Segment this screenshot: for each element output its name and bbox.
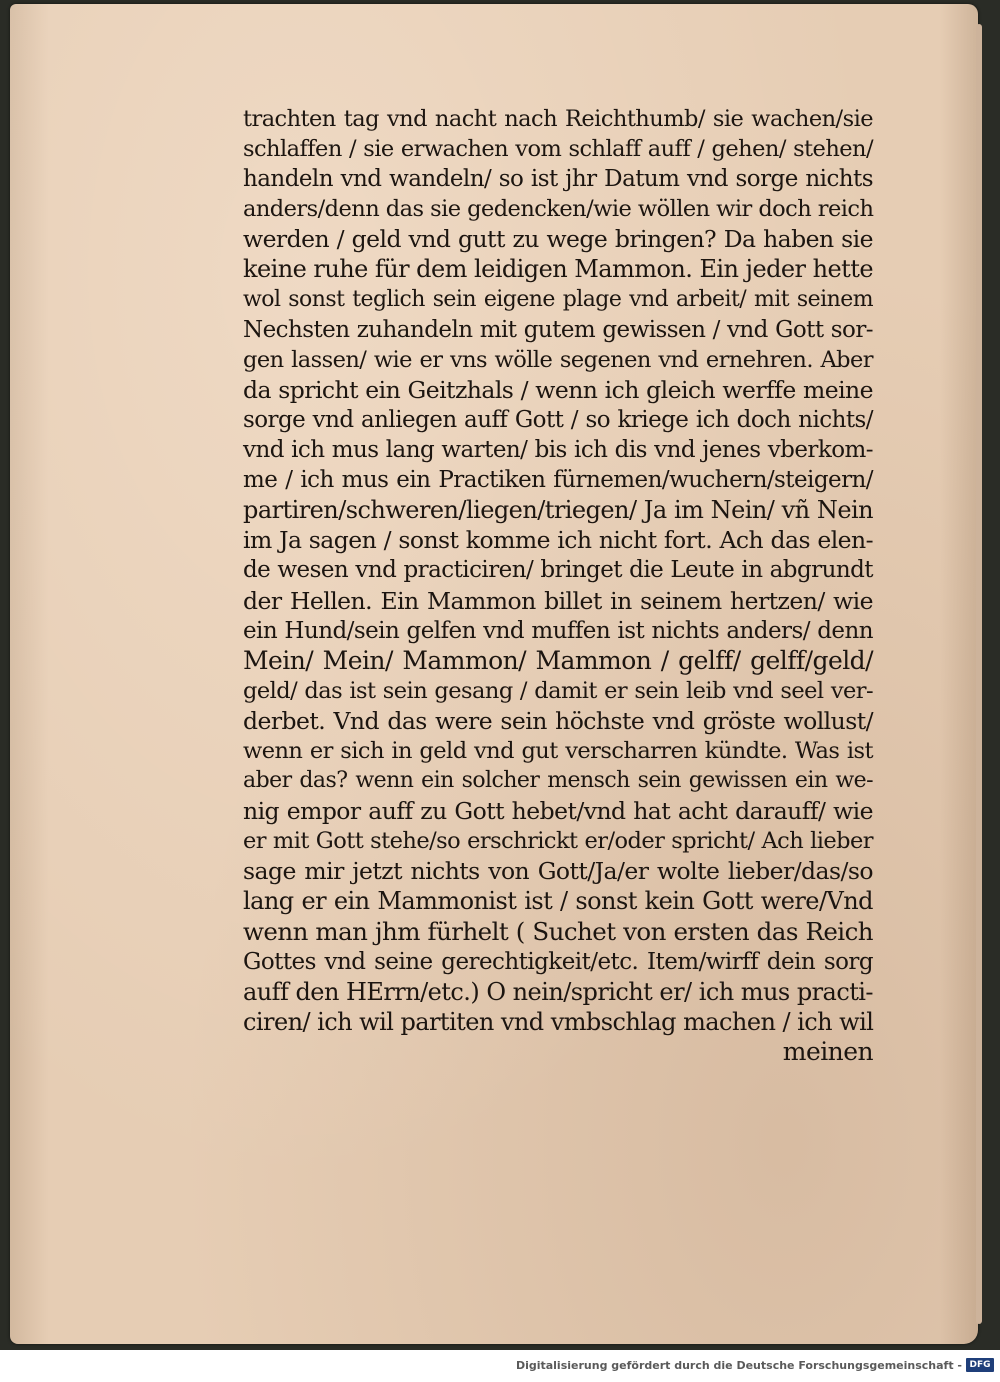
text-line: nig empor auff zu Gott hebet/vnd hat acht darauff/ wie [243,797,873,826]
page-edge [976,24,982,1324]
text-line: me / ich mus ein Practiken fürnemen/wuchern/steigern/ [243,467,873,494]
footer-bar [0,1350,1000,1382]
text-line: schlaffen / sie erwachen vom schlaff auff / gehen/ stehen/ [243,136,873,163]
text-line: werden / geld vnd gutt zu wege bringen? Da haben sie [243,225,873,254]
text-line: anders/denn das sie gedencken/wie wöllen wir doch reich [243,196,874,223]
text-line: Mein/ Mein/ Mammon/ Mammon / gelff/ gelff/geld/ [243,645,873,675]
text-line: trachten tag vnd nacht nach Reichthumb/ sie wachen/sie [243,106,873,132]
text-line: wol sonst teglich sein eigene plage vnd arbeit/ mit seinem [243,286,873,312]
catchword: meinen [782,1036,873,1066]
text-line: Nechsten zuhandeln mit gutem gewissen / vnd Gott sor- [243,316,873,343]
text-line: derbet. Vnd das were sein höchste vnd gröste wollust/ [243,706,873,735]
text-line: da spricht ein Geitzhals / wenn ich gleich werffe meine [243,375,873,404]
text-line: vnd ich mus lang warten/ bis ich dis vnd jenes vberkom- [243,437,873,464]
text-line: handeln vnd wandeln/ so ist jhr Datum vnd sorge nichts [243,166,873,193]
text-line: wenn man jhm fürhelt ( Suchet von ersten das Reich [243,916,873,946]
text-line: aber das? wenn ein solcher mensch sein gewissen ein we- [243,768,873,794]
text-line: partiren/schweren/liegen/triegen/ Ja im Nein/ vñ Nein [243,496,873,525]
text-line: geld/ das ist sein gesang / damit er sein leib vnd seel ver- [243,677,873,704]
text-line: er mit Gott stehe/so erschrickt er/oder spricht/ Ach lieber [243,828,873,855]
text-line: keine ruhe für dem leidigen Mammon. Ein jeder hette [243,255,873,284]
text-line: ein Hund/sein gelfen vnd muffen ist nichts anders/ denn [243,617,873,644]
text-line: de wesen vnd practiciren/ bringet die Leute in abgrundt [243,557,873,584]
text-line: gen lassen/ wie er vns wölle segenen vnd ernehren. Aber [243,346,873,373]
dfg-credit: Digitalisierung gefördert durch die Deutsche Forschungsgemeinschaft - [515,1359,962,1372]
text-line: wenn er sich in geld vnd gut verscharren kündte. Was ist [243,737,873,764]
text-line: der Hellen. Ein Mammon billet in seinem hertzen/ wie [243,586,873,615]
text-line: im Ja sagen / sonst komme ich nicht fort. Ach das elen- [243,526,873,555]
text-line: sage mir jetzt nichts von Gott/Ja/er wolte lieber/das/so [243,857,873,886]
text-line: lang er ein Mammonist ist / sonst kein Gott were/Vnd [243,887,873,916]
dfg-logo-icon: DFG [966,1358,994,1372]
text-block [243,104,873,1067]
text-line: sorge vnd anliegen auff Gott / so kriege ich doch nichts/ [243,406,873,433]
text-line: ciren/ ich wil partiten vnd vmbschlag machen / ich wil [243,1007,874,1036]
text-line: auff den HErrn/etc.) O nein/spricht er/ ich mus practi- [243,977,873,1006]
text-line: Gottes vnd seine gerechtigkeit/etc. Item/wirff dein sorg [243,948,873,975]
